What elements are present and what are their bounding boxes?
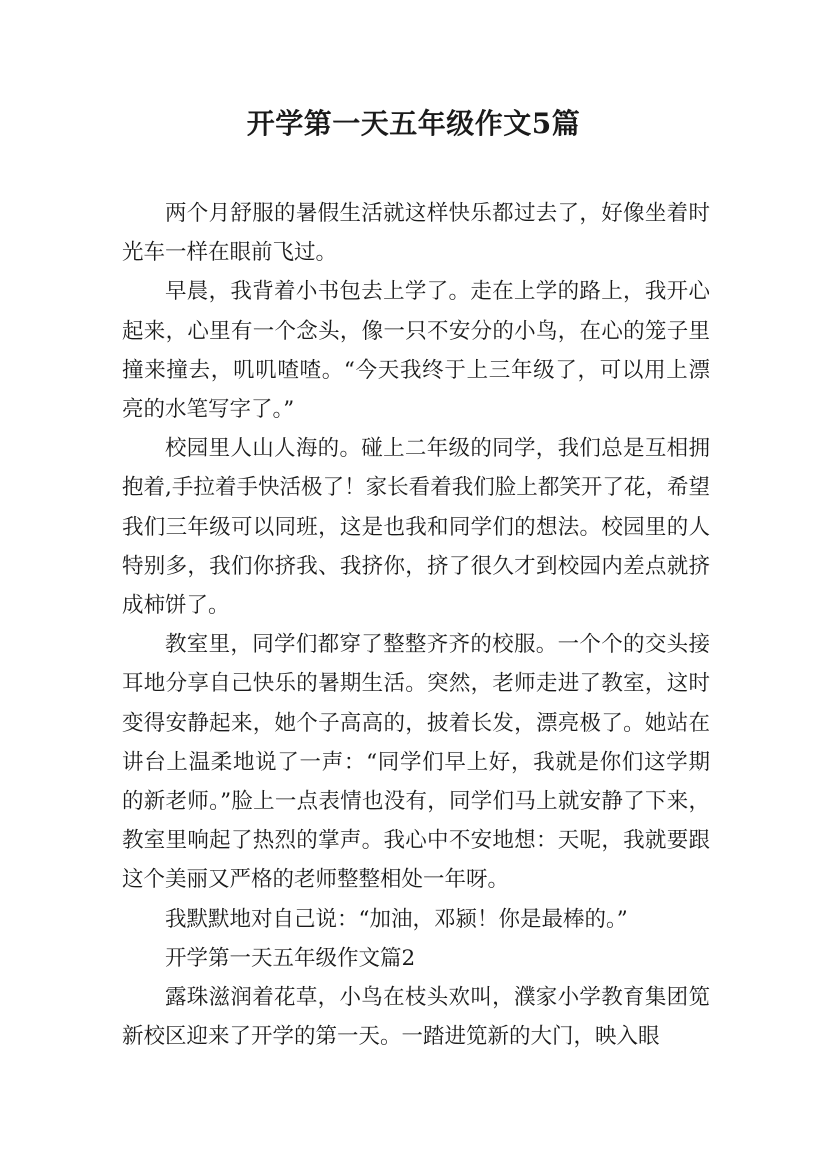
paragraph: 校园里人山人海的。碰上二年级的同学，我们总是互相拥抱着,手拉着手快活极了！家长看着我们脸上都笑开了花，希望我们三年级可以同班，这是也我和同学们的想法。校园里的人特别多，我们你挤我、我挤你，挤了很久才到校园内差点就挤成柿饼了。	[122, 436, 710, 619]
document-body	[122, 194, 710, 1056]
document-title: 开学第一天五年级作文5篇	[246, 107, 581, 140]
paragraph: 早晨，我背着小书包去上学了。走在上学的路上，我开心起来，心里有一个念头，像一只不安分的小鸟，在心的笼子里撞来撞去，叽叽喳喳。“今天我终于上三年级了，可以用上漂亮的水笔写字了。”	[122, 279, 710, 423]
paragraph: 我默默地对自己说：“加油，邓颍！你是最棒的。”	[165, 906, 628, 932]
section-heading: 开学第一天五年级作文篇2	[165, 945, 416, 971]
paragraph: 露珠滋润着花草，小鸟在枝头欢叫，濮家小学教育集团笕新校区迎来了开学的第一天。一踏进笕新的大门，映入眼	[122, 985, 710, 1050]
paragraph: 教室里，同学们都穿了整整齐齐的校服。一个个的交头接耳地分享自己快乐的暑期生活。突然，老师走进了教室，这时变得安静起来，她个子高高的，披着长发，漂亮极了。她站在讲台上温柔地说了一声：“同学们早上好，我就是你们这学期的新老师。”脸上一点表情也没有，同学们马上就安静了下来，教室里响起了热烈的掌声。我心中不安地想：天呢，我就要跟这个美丽又严格的老师整整相处一年呀。	[122, 632, 710, 893]
paragraph: 两个月舒服的暑假生活就这样快乐都过去了，好像坐着时光车一样在眼前飞过。	[122, 201, 710, 266]
